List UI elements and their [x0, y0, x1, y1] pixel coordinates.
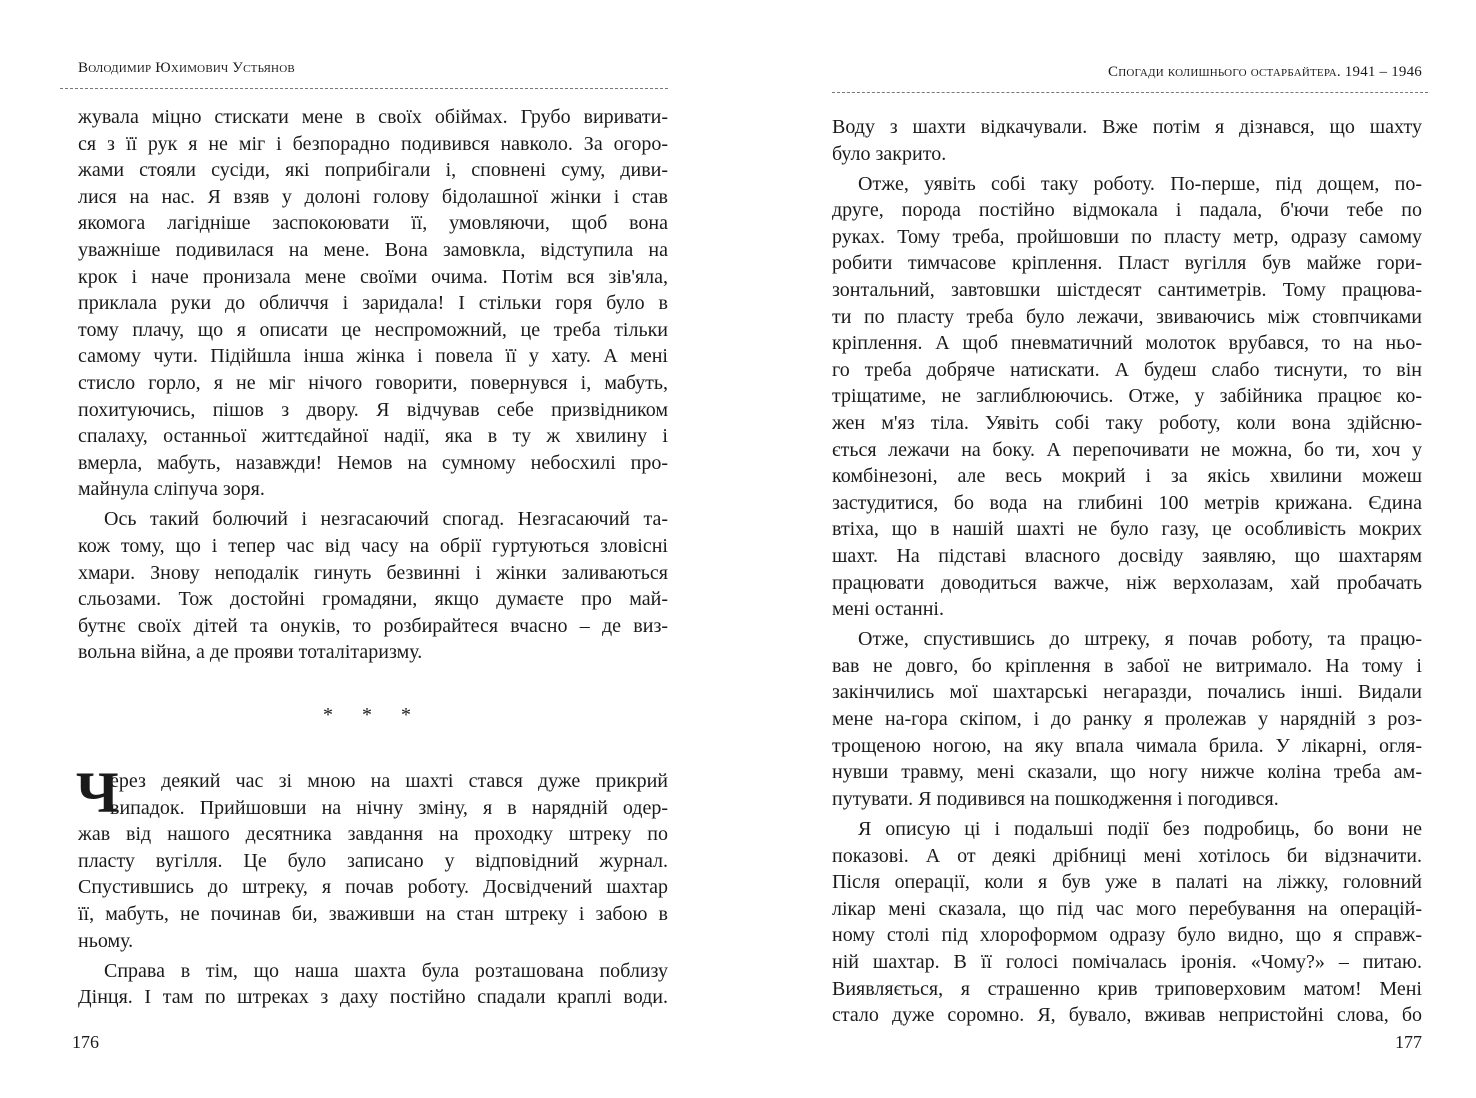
text-line: кріплення. А щоб пневматичний молоток врубався, то на ньо- [832, 332, 1422, 355]
page-body [832, 114, 1422, 1032]
left-page [72, 0, 668, 1098]
text-line: показові. А от деякі дрібниці мені хотілось би відзначити. [832, 844, 1422, 867]
text-line: стисло горло, я не міг нічого говорити, повернувся і, мабуть, [78, 371, 668, 394]
text-line: Отже, спустившись до штреку, я почав роботу, та працю- [858, 628, 1422, 651]
text-line: комбінезоні, але весь мокрий і за якісь хвилини можеш [832, 465, 1422, 488]
text-line: якомога лагідніше заспокоювати її, умовляючи, щоб вона [78, 212, 668, 235]
text-line: було закрито. [832, 142, 947, 165]
text-line: мене на-гора скіпом, і до ранку я пролежав у нарядній з роз- [832, 708, 1422, 731]
paragraph [832, 171, 1422, 623]
paragraph [78, 958, 668, 1011]
text-line: жувала міцно стискати мене в своїх обіймах. Грубо виривати- [78, 106, 668, 128]
text-line: ти по пласту треба було лежачи, звиваючись між стовпчиками [832, 305, 1422, 328]
text-line: жен м'яз тіла. Уявіть собі таку роботу, коли вона здійсню- [832, 412, 1422, 435]
text-line: Я описую ці і подальші події без подробиць, бо вони не [858, 817, 1422, 840]
text-line: ному столі під хлороформом одразу було видно, що я справж- [832, 924, 1422, 947]
text-line: го треба добряче натискати. А будеш слабо тиснути, то він [832, 358, 1422, 381]
text-line: нувши травму, мені сказали, що ногу нижче коліна треба ам- [832, 761, 1422, 784]
text-line: Отже, уявіть собі таку роботу. По-перше, під дощем, по- [858, 172, 1422, 195]
text-line: вав не довго, бо кріплення в забої не витримало. На тому і [832, 654, 1422, 677]
text-line: робити тимчасове кріплення. Пласт вугілля був майже гори- [832, 252, 1422, 275]
text-line: Після операції, коли я був уже в палаті на ліжку, головний [832, 871, 1422, 894]
text-line: вмерла, мабуть, назавжди! Немов на сумному небосхилі про- [78, 451, 668, 474]
text-line: Дінця. І там по штреках з даху постійно спадали краплі води. [78, 986, 668, 1009]
text-line: шахт. На підставі власного досвіду заявляю, що шахтарям [832, 545, 1422, 567]
right-page [832, 0, 1422, 1098]
page-number: 177 [1395, 1032, 1422, 1052]
text-line: трощеною ногою, на яку впала чимала брила. У лікарні, огля- [832, 734, 1422, 757]
text-line: сльозами. Тож достойні громадяни, якщо думаєте про май- [78, 588, 668, 611]
text-line: уважніше подивилася на мене. Вона замовкла, відступила на [78, 238, 668, 261]
text-line: пласту вугілля. Це було записано у відповідний журнал. [78, 849, 668, 872]
text-line: самому чути. Підійшла інша жінка і повела її у хату. А мені [78, 345, 668, 368]
text-line: жами стояли сусіди, які поприбігали і, сповнені суму, диви- [78, 159, 668, 182]
text-line: тому плачу, що я описати це неспроможний, це треба тільки [78, 318, 668, 341]
text-line: ється лежачи на боку. А перепочивати не можна, бо ти, хоч у [832, 438, 1422, 461]
text-line: жав від нашого десятника завдання на проходку штреку по [78, 823, 668, 846]
text-line: похитуючись, пішов з двору. Я відчував себе призвідником [78, 398, 668, 421]
running-head-author: Володимир Юхимович Устьянов [78, 60, 295, 76]
header-rule [832, 92, 1428, 93]
text-line: Виявляється, я страшенно крив триповерховим матом! Мені [832, 977, 1422, 1000]
text-line: випадок. Прийшовши на нічну зміну, я в нарядній одер- [110, 796, 668, 819]
text-line: спалаху, останньої життєдайної надії, яка в ту ж хвилину і [78, 425, 668, 448]
text-line: стало дуже соромно. Я, бувало, вживав непристойні слова, бо [832, 1004, 1422, 1027]
text-line: приклала руки до обличчя і заридала! І стільки горя було в [78, 292, 668, 315]
text-line: застудитися, бо вода на глибині 100 метрів крижана. Єдина [832, 491, 1422, 514]
text-line: кож тому, що і тепер час від часу на обрії гуртуються зловісні [78, 535, 668, 557]
text-line: хмари. Знову неподалік гинуть безвинні і жінки заливаються [78, 561, 668, 584]
paragraph [832, 114, 1422, 167]
text-line: Справа в тім, що наша шахта була розташована поблизу [104, 959, 668, 982]
paragraph [78, 506, 668, 666]
paragraph [76, 759, 668, 954]
text-line: лікар мені сказала, що під час мого перебування на операцій- [832, 897, 1422, 920]
section-separator: * * * [323, 703, 423, 726]
text-line: друге, порода постійно відмокала і падала, б'ючи тебе по [832, 199, 1422, 222]
drop-cap: Ч [76, 759, 119, 825]
text-line: закінчились мої шахтарські негаразди, почались інші. Видали [832, 681, 1422, 704]
text-line: ерез деякий час зі мною на шахті стався дуже прикрий [110, 769, 668, 792]
text-line: крок і наче пронизала мене своїми очима. Потім вся зів'яла, [78, 265, 668, 288]
text-line: ньому. [78, 929, 134, 952]
page-number: 176 [72, 1032, 99, 1052]
text-line: втіха, що в нашій шахті не було газу, це особливість мокрих [832, 518, 1422, 541]
paragraph [832, 626, 1422, 812]
header-rule [60, 88, 668, 89]
text-line: ся з її рук я не міг і безпорадно подивився навколо. За огоро- [78, 132, 668, 155]
text-line: тріщатиме, не заглиблюючись. Отже, у забійника працює ко- [832, 385, 1422, 408]
running-head-title: Спогади колишнього остарбайтера. 1941 – 1946 [1108, 64, 1422, 80]
text-line: мені останні. [832, 598, 944, 621]
text-line: бутнє своїх дітей та онуків, то розбирайтеся вчасно – де виз- [78, 614, 668, 637]
paragraph [78, 104, 668, 503]
text-line: її, мабуть, не починав би, зваживши на стан штреку і забою в [78, 902, 668, 925]
text-line: Воду з шахти відкачували. Вже потім я дізнався, що шахту [832, 116, 1422, 138]
text-line: Ось такий болючий і незгасаючий спогад. Незгасаючий та- [104, 508, 668, 531]
paragraph [832, 816, 1422, 1029]
text-line: руках. Тому треба, пройшовши по пласту метр, одразу самому [832, 225, 1422, 248]
text-line: путувати. Я подивився на пошкодження і погодився. [832, 787, 1279, 810]
text-line: Спустившись до штреку, я почав роботу. Досвідчений шахтар [78, 876, 668, 899]
text-line: майнула сліпуча зоря. [78, 478, 265, 501]
text-line: лися на нас. Я взяв у долоні голову бідолашної жінки і став [78, 185, 668, 208]
page-body [78, 104, 668, 1014]
text-line: зонтальний, завтовшки шістдесят сантиметрів. Тому працюва- [832, 279, 1422, 302]
text-line: працювати доводиться важче, ніж верхолазам, хай пробачать [832, 571, 1422, 594]
text-line: ній шахтар. В її голосі помічалась іронія. «Чому?» – питаю. [832, 950, 1422, 973]
text-line: вольна війна, а де прояви тоталітаризму. [78, 641, 423, 664]
